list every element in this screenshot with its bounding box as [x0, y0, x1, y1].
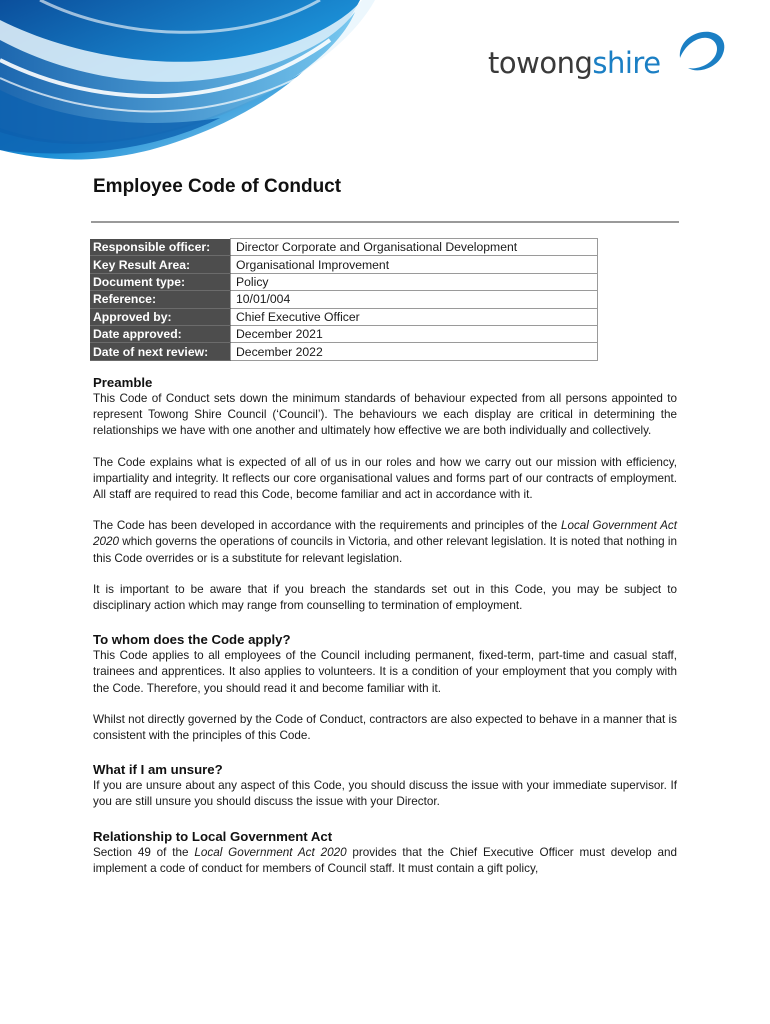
- document-body: [93, 374, 677, 877]
- section-heading-unsure: What if I am unsure?: [93, 762, 223, 778]
- document-title: Employee Code of Conduct: [93, 176, 342, 197]
- paragraph: [93, 845, 677, 877]
- paragraph: If you are unsure about any aspect of this Code, you should discuss the issue with your immediate supervisor. If you are still unsure you should discuss the issue with your Director.: [93, 779, 677, 809]
- act-citation: Local Government Act 2020: [93, 519, 677, 549]
- paragraph: [93, 518, 677, 567]
- meta-label: Approved by:: [90, 308, 231, 325]
- meta-value: 10/01/004: [231, 291, 598, 308]
- table-row: [90, 239, 598, 256]
- paragraph: This Code of Conduct sets down the minimum standards of behaviour expected from all persons appointed to represent Towong Shire Council (‘Council’). The behaviours we each display are critical in determining the relationships we have with one another and ultimately how effective we are both individually and collectively.: [93, 392, 677, 438]
- section-heading-preamble: Preamble: [93, 375, 153, 390]
- header-swoosh-graphic: [0, 0, 380, 180]
- paragraph-text: Section 49 of the: [93, 845, 195, 859]
- meta-label: Document type:: [90, 273, 231, 290]
- logo-text-accent: shire: [592, 46, 661, 80]
- paragraph-text: which governs the operations of councils in Victoria, and other relevant legislation. It is noted that nothing in this Code overrides or is a substitute for relevant legislation.: [93, 535, 677, 565]
- table-row: [90, 273, 598, 290]
- section-heading-apply: To whom does the Code apply?: [93, 632, 291, 648]
- table-row: [90, 343, 598, 360]
- meta-value: December 2022: [231, 343, 598, 360]
- meta-value: Director Corporate and Organisational Development: [231, 239, 598, 256]
- logo-wordmark: [488, 46, 661, 80]
- logo-swirl-icon: [672, 28, 728, 76]
- meta-value: Policy: [231, 273, 598, 290]
- paragraph-text: provides that the Chief Executive Officer must develop and implement a code of conduct for members of Council staff. It must contain a gift policy,: [93, 845, 677, 875]
- meta-label: Date of next review:: [90, 343, 231, 360]
- meta-label: Date approved:: [90, 325, 231, 342]
- table-row: [90, 308, 598, 325]
- paragraph: It is important to be aware that if you breach the standards set out in this Code, you may be subject to disciplinary action which may range from counselling to termination of employment.: [93, 582, 677, 613]
- logo-text-main: towong: [488, 46, 593, 80]
- section-heading-relationship: Relationship to Local Government Act: [93, 828, 333, 844]
- meta-value: Organisational Improvement: [231, 256, 598, 273]
- document-metadata-table: [90, 238, 598, 361]
- meta-value: December 2021: [231, 325, 598, 342]
- title-divider: [91, 221, 679, 223]
- paragraph: Whilst not directly governed by the Code of Conduct, contractors are also expected to behave in a manner that is consistent with the principles of this Code.: [93, 712, 677, 743]
- meta-value: Chief Executive Officer: [231, 308, 598, 325]
- table-row: [90, 256, 598, 273]
- paragraph: The Code explains what is expected of all of us in our roles and how we carry out our mission with efficiency, impartiality and integrity. It reflects our core organisational values and forms part of our contracts of employment. All staff are required to read this Code, become familiar and act in accordance with it.: [93, 455, 677, 502]
- meta-label: Reference:: [90, 291, 231, 308]
- act-citation: Local Government Act 2020: [194, 845, 347, 859]
- meta-label: Responsible officer:: [90, 239, 231, 256]
- paragraph: This Code applies to all employees of the Council including permanent, fixed-term, part-time and casual staff, trainees and apprentices. It also applies to volunteers. It is a condition of your employment that you comply with the Code. Therefore, you should read it and become familiar with it.: [93, 649, 677, 695]
- table-row: [90, 325, 598, 342]
- paragraph-text: The Code has been developed in accordance with the requirements and principles of the: [93, 519, 561, 533]
- meta-label: Key Result Area:: [90, 256, 231, 273]
- table-row: [90, 291, 598, 308]
- towong-shire-logo: [488, 28, 728, 88]
